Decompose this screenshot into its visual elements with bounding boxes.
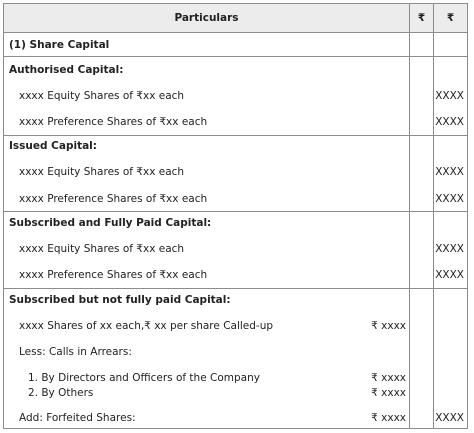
issued-heading: Issued Capital: (9, 140, 97, 152)
authorised-preference-amount: XXXX (435, 116, 464, 128)
authorised-equity-label: xxxx Equity Shares of ₹xx each (19, 90, 185, 102)
subscribed-full-heading: Subscribed and Fully Paid Capital: (9, 217, 212, 229)
column-divider-2 (433, 4, 434, 428)
share-capital-table (3, 3, 468, 429)
issued-equity-amount: XXXX (435, 166, 464, 178)
subscribed-full-equity-label: xxxx Equity Shares of ₹xx each (19, 243, 185, 255)
directors-amount: ₹ xxxx (371, 372, 406, 384)
header-rupee-col2: ₹ (446, 12, 455, 24)
others-label: 2. By Others (28, 387, 94, 399)
row-divider (4, 288, 467, 289)
column-divider-1 (409, 4, 410, 428)
forfeited-total-amount: XXXX (435, 412, 464, 424)
issued-equity-label: xxxx Equity Shares of ₹xx each (19, 166, 185, 178)
header-particulars: Particulars (174, 12, 239, 24)
subscribed-full-equity-amount: XXXX (435, 243, 464, 255)
subscribed-full-preference-amount: XXXX (435, 269, 464, 281)
header-rupee-col1: ₹ (417, 12, 426, 24)
row-divider (4, 211, 467, 212)
called-up-label: xxxx Shares of xx each,₹ xx per share Called-up (19, 320, 274, 332)
issued-preference-label: xxxx Preference Shares of ₹xx each (19, 193, 208, 205)
directors-label: 1. By Directors and Officers of the Company (28, 372, 260, 384)
others-amount: ₹ xxxx (371, 387, 406, 399)
authorised-preference-label: xxxx Preference Shares of ₹xx each (19, 116, 208, 128)
row-divider (4, 56, 467, 57)
forfeited-label: Add: Forfeited Shares: (19, 412, 136, 424)
less-calls-label: Less: Calls in Arrears: (19, 346, 132, 358)
called-up-amount: ₹ xxxx (371, 320, 406, 332)
subscribed-full-preference-label: xxxx Preference Shares of ₹xx each (19, 269, 208, 281)
authorised-heading: Authorised Capital: (9, 64, 124, 76)
row-divider (4, 135, 467, 136)
authorised-equity-amount: XXXX (435, 90, 464, 102)
subscribed-partial-heading: Subscribed but not fully paid Capital: (9, 294, 231, 306)
issued-preference-amount: XXXX (435, 193, 464, 205)
section-title: (1) Share Capital (9, 39, 110, 51)
forfeited-amount: ₹ xxxx (371, 412, 406, 424)
